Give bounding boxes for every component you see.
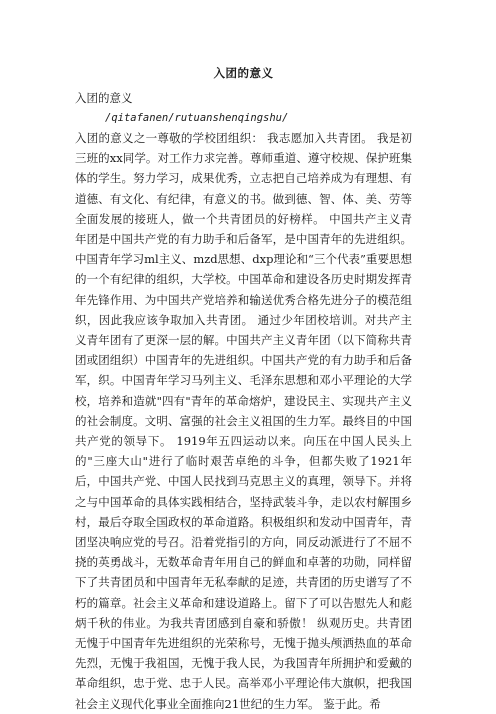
document-subtitle: 入团的意义 xyxy=(75,91,133,105)
document-body: 入团的意义之一尊敬的学校团组织： 我志愿加入共青团。 我是初三班的xx同学。对工作力求完善。尊师重道、遵守校规、保护班集体的学生。努力学习，成果优秀，立志把自己培养成为有理想、有道德、有文化、有纪律，有意义的书。做到德、智、体、美、劳等全面发展的接班人，做一个共青团员的好榜样。 中国共产主义青年团是中国共产党的有力助手和后备军，是中国青年的先进组织。中国青年学习ml主义、mzd思想、dxp理论和“三个代表”重要思想的一个有纪律的组织，大学校。中国革命和建设各历史时期发挥青年先锋作用、为中国共产党培养和输送优秀合格先进分子的模范组织，因此我应该争取加入共青团。 通过少年团校培训。对共产主义青年团有了更深一层的解。中国共产主义青年团（以下简称共青团或团组织）中国青年的先进组织。中国共产党的有力助手和后备军，织。中国青年学习马列主义、毛泽东思想和邓小平理论的大学校，培养和造就"四有"青年的革命熔炉，建设民主、实现共产主义的社会制度。文明、富强的社会主义祖国的生力军。最终目的中国共产党的领导下。 1919年五四运动以来。向压在中国人民头上的"三座大山"进行了临时艰苦卓绝的斗争，但都失败了1921年后，中国共产党、中国人民找到马克思主义的真理，领导下。并将之与中国革命的具体实践相结合，坚持武装斗争，走以农村解围乡村，最后夺取全国政权的革命道路。积极组织和发动中国青年，青团坚决响应党的号召。沿着党指引的方向，同反动派进行了不屈不挠的英勇战斗，无数革命青年用自己的鲜血和卓著的功勋，同样留下了共青团员和中国青年无私奉献的足迹，共青团的历史谱写了不朽的篇章。社会主义革命和建设道路上。留下了可以告慰先人和彪炳千秋的伟业。为我共青团感到自豪和骄傲！ 纵观历史。共青团无愧于中国青年先进组织的光荣称号，无愧于抛头颅洒热血的革命先烈，无愧于我祖国，无愧于我人民，为我国青年所拥护和爱戴的革命组织，忠于党、忠于人民。高举邓小平理论伟大旗帜，把我国社会主义现代化事业全面推向21世纪的生力军。 鉴于此。希 xyxy=(75,131,412,711)
document-title: 入团的意义 xyxy=(213,66,274,80)
document-url: /qitafanen/rutuanshenqingshu/ xyxy=(105,112,289,124)
